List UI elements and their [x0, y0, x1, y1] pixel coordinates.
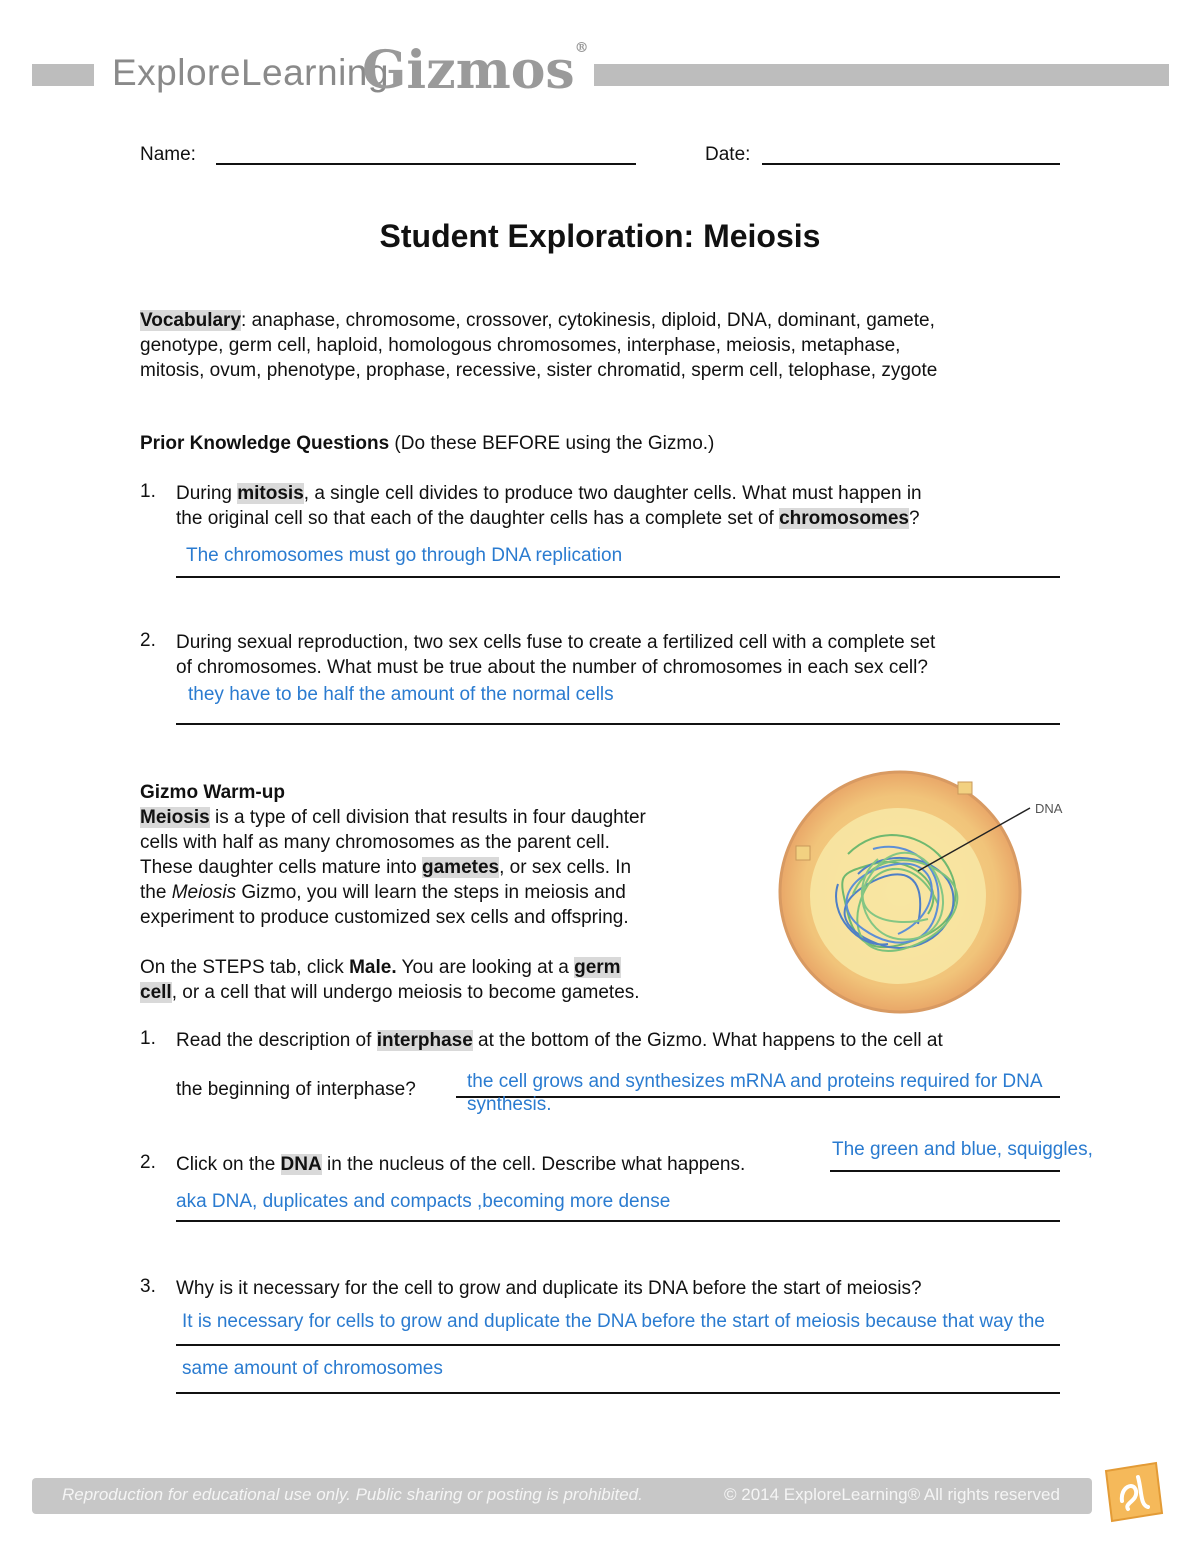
footer-notice: Reproduction for educational use only. Public sharing or posting is prohibited. — [62, 1485, 643, 1504]
brand-gizmos — [362, 40, 589, 101]
warmup-q3-answer-line-2 — [176, 1392, 1060, 1394]
organelle-2 — [796, 846, 810, 860]
prior-q1-number: 1. — [140, 481, 156, 502]
vocabulary-line1: : anaphase, chromosome, crossover, cytokinesis, diploid, DNA, dominant, gamete, — [241, 310, 935, 331]
warmup-q3-number: 3. — [140, 1276, 156, 1297]
date-field[interactable] — [762, 163, 1060, 165]
warmup-q2-answer-2[interactable]: aka DNA, duplicates and compacts ,becoming more dense — [176, 1191, 671, 1212]
warmup-q2-answer-line-2 — [176, 1220, 1060, 1222]
term-chromosomes: chromosomes — [779, 508, 909, 529]
term-germ: germ — [574, 957, 621, 978]
warmup-q1-number: 1. — [140, 1028, 156, 1049]
warmup-q2-answer-1[interactable]: The green and blue, squiggles, — [832, 1139, 1093, 1160]
prior-q2-text: During sexual reproduction, two sex cells fuse to create a fertilized cell with a complete set of chromosomes. What must be true about the number of chromosomes in each sex cell? — [176, 632, 936, 678]
brand-explorelearning: ExploreLearning — [112, 52, 389, 93]
prior-heading-title: Prior Knowledge Questions — [140, 433, 390, 454]
organelle-1 — [958, 782, 972, 794]
footer-copyright: © 2014 ExploreLearning® All rights reserved — [724, 1485, 1060, 1504]
vocabulary-line3: mitosis, ovum, phenotype, prophase, recessive, sister chromatid, sperm cell, telophase, zygote — [140, 360, 938, 381]
warmup-q2-answer-line-1 — [830, 1170, 1060, 1172]
term-mitosis: mitosis — [237, 483, 304, 504]
warmup-q1-text: Read the description of interphase at the bottom of the Gizmo. What happens to the cell at — [176, 1030, 943, 1051]
explorelearning-logo-icon — [1098, 1457, 1168, 1527]
vocabulary — [140, 308, 1100, 383]
name-field[interactable] — [216, 163, 636, 165]
header-bar-left — [32, 64, 94, 86]
warmup-q3-answer-line-1 — [176, 1344, 1060, 1346]
term-gametes: gametes — [422, 857, 500, 878]
warmup-q2-number: 2. — [140, 1152, 156, 1173]
header-bar-right — [594, 64, 1169, 86]
prior-q2-answer[interactable]: they have to be half the amount of the normal cells — [188, 684, 614, 705]
term-cell: cell — [140, 982, 172, 1003]
prior-q1-answer[interactable]: The chromosomes must go through DNA replication — [186, 545, 623, 566]
prior-q1-answer-line — [176, 576, 1060, 578]
cell-figure — [778, 764, 1078, 1024]
term-dna: DNA — [280, 1154, 322, 1175]
name-label: Name: — [140, 144, 196, 165]
term-meiosis: Meiosis — [140, 807, 210, 828]
brand-gizmos-text: Gizmos — [362, 40, 575, 101]
warmup-heading: Gizmo Warm-up — [140, 782, 285, 803]
warmup-q1-text-2: the beginning of interphase? — [176, 1079, 416, 1100]
warmup-text: Gizmo Warm-up Meiosis is a type of cell division that results in four daughter cells with half as many chromosomes as the parent cell. These daughter cells mature into gametes, or sex cells. In the Meiosis Gizmo, you will learn the steps in meiosis and experiment to produce customized sex cells and offspring. On the STEPS tab, click Male. You are looking at a germ cell, or a cell that will undergo meiosis to become gametes. — [140, 782, 646, 1003]
vocabulary-line2: genotype, germ cell, haploid, homologous chromosomes, interphase, meiosis, metaphase, — [140, 335, 901, 356]
date-label: Date: — [705, 144, 751, 165]
prior-q1-text: During mitosis, a single cell divides to produce two daughter cells. What must happen in the original cell so that each of the daughter cells has a complete set of chromosomes? — [176, 483, 922, 529]
term-interphase: interphase — [376, 1030, 473, 1051]
warmup-q1-answer[interactable]: the cell grows and synthesizes mRNA and proteins required for DNA synthesis. — [467, 1071, 1043, 1115]
prior-heading-note: (Do these BEFORE using the Gizmo.) — [389, 433, 715, 454]
warmup-q3-answer-1[interactable]: It is necessary for cells to grow and duplicate the DNA before the start of meiosis because that way the — [182, 1311, 1045, 1332]
prior-q2-answer-line — [176, 723, 1060, 725]
prior-heading — [140, 431, 714, 456]
vocabulary-label: Vocabulary — [140, 310, 242, 331]
brand-registered: ® — [574, 40, 589, 56]
page-title: Student Exploration: Meiosis — [379, 218, 821, 254]
prior-q2-number: 2. — [140, 630, 156, 651]
warmup-q3-text: Why is it necessary for the cell to grow and duplicate its DNA before the start of meiosis? — [176, 1278, 922, 1299]
warmup-q3-answer-2[interactable]: same amount of chromosomes — [182, 1358, 443, 1379]
warmup-q2-text: Click on the DNA in the nucleus of the cell. Describe what happens. — [176, 1154, 746, 1175]
dna-figure-label: DNA — [1035, 801, 1063, 816]
